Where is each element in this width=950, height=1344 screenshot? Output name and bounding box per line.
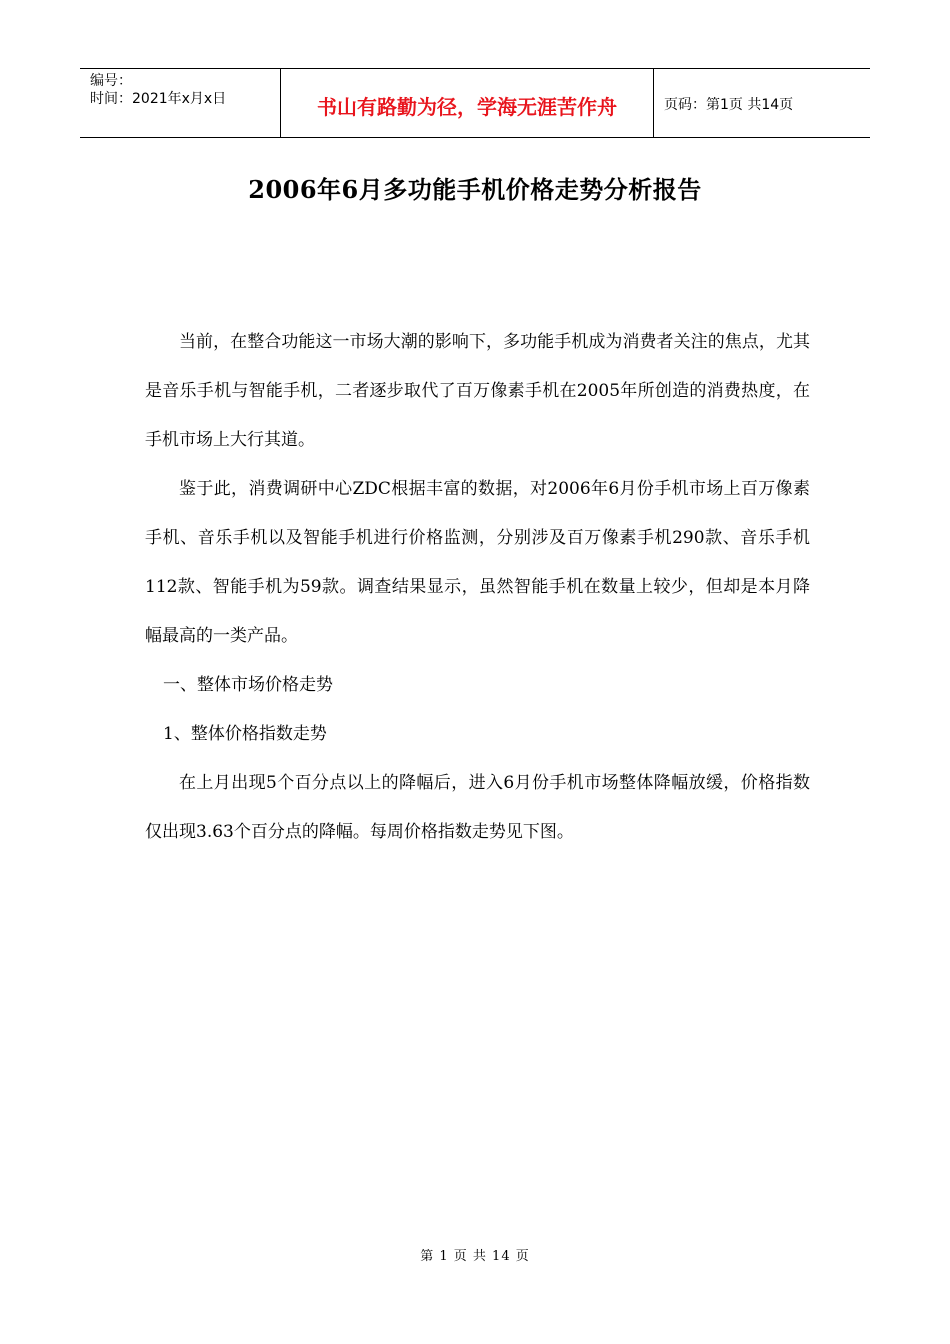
document-title: 2006年6月多功能手机价格走势分析报告 bbox=[248, 175, 702, 204]
subsection-heading: 1、整体价格指数走势 bbox=[163, 724, 327, 744]
paragraph-intro: 当前，在整合功能这一市场大潮的影响下，多功能手机成为消费者关注的焦点，尤其是音乐手机与智能手机，二者逐步取代了百万像素手机在2005年所创造的消费热度，在手机市场上大行其道。 bbox=[145, 332, 810, 450]
paragraph-survey: 鉴于此，消费调研中心ZDC根据丰富的数据，对2006年6月份手机市场上百万像素手机、音乐手机以及智能手机进行价格监测，分别涉及百万像素手机290款、音乐手机112款、智能手机为59款。调查结果显示，虽然智能手机在数量上较少，但却是本月降幅最高的一类产品。 bbox=[145, 479, 810, 646]
header-motto: 书山有路勤为径，学海无涯苦作舟 bbox=[281, 69, 654, 137]
page-header-table bbox=[80, 68, 870, 138]
section-heading: 一、整体市场价格走势 bbox=[163, 675, 333, 695]
header-meta-cell bbox=[80, 69, 281, 137]
time-label: 时间：2021年x月x日 bbox=[90, 91, 227, 107]
document-body bbox=[145, 318, 810, 857]
paragraph-price-index: 在上月出现5个百分点以上的降幅后，进入6月份手机市场整体降幅放缓，价格指数仅出现3.63个百分点的降幅。每周价格指数走势见下图。 bbox=[145, 773, 810, 842]
page-footer: 第 1 页 共 14 页 bbox=[420, 1249, 530, 1264]
serial-number-label: 编号： bbox=[90, 73, 132, 89]
header-page-info: 页码：第1页 共14页 bbox=[664, 97, 794, 113]
